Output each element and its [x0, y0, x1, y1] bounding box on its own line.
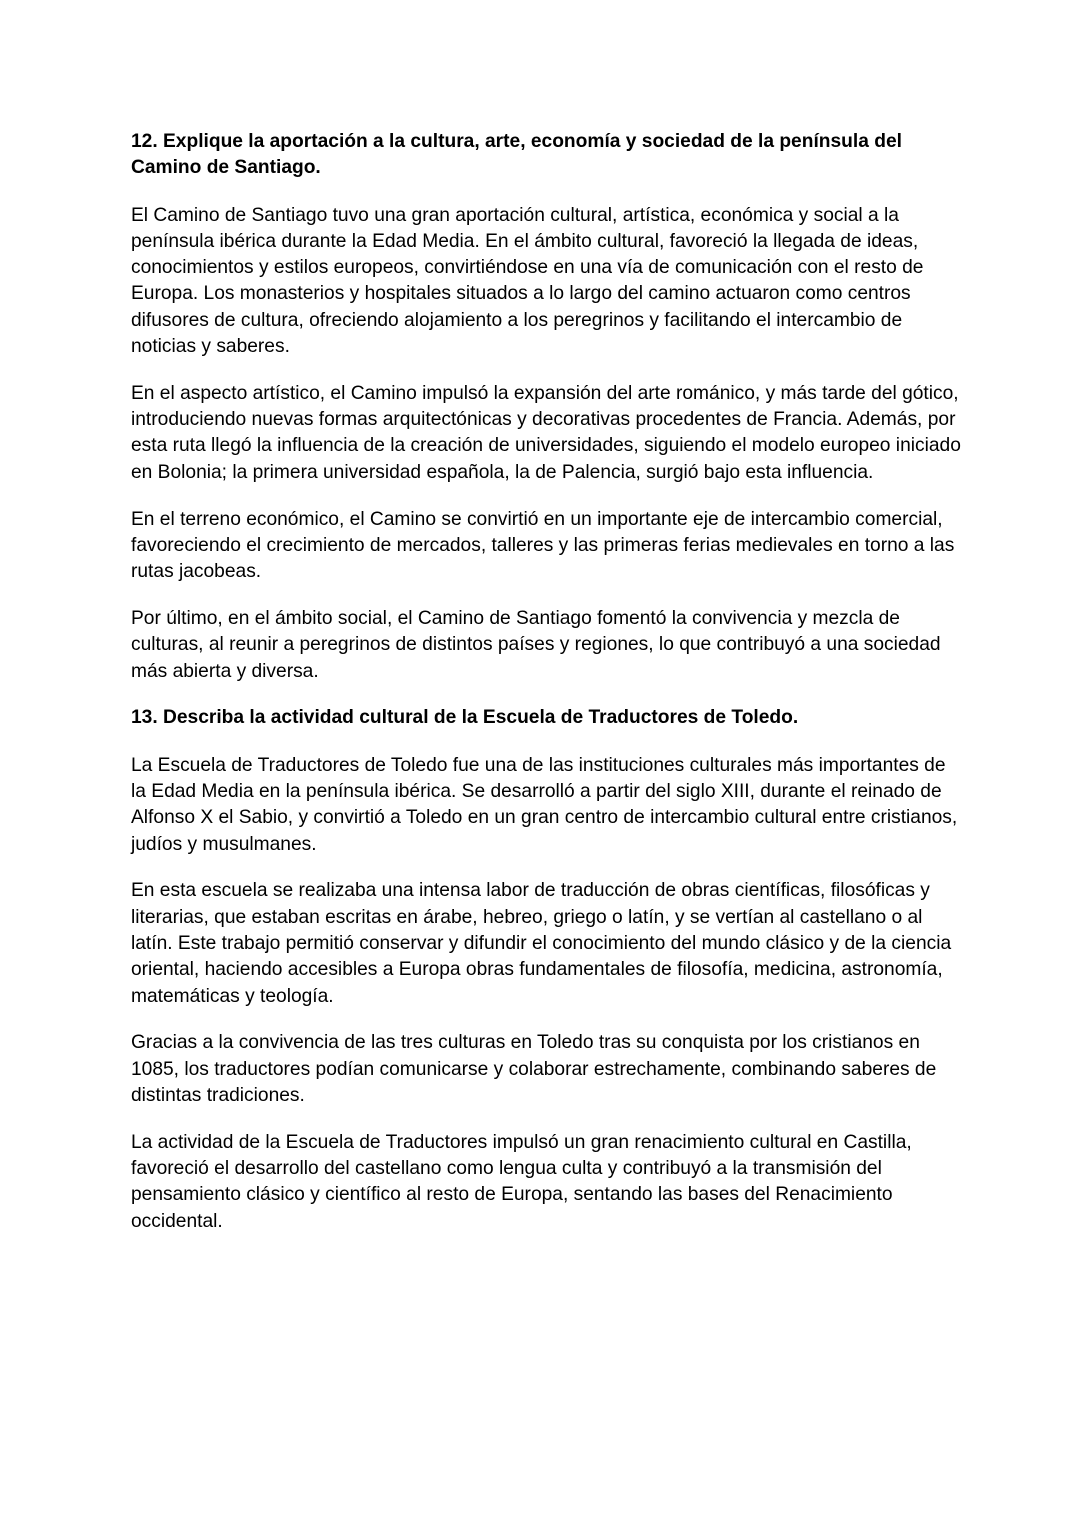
- question-12-section: [131, 129, 961, 685]
- paragraph-artistic: En el aspecto artístico, el Camino impulsó la expansión del arte románico, y más tarde del gótico, introduciendo nuevas formas arquitectónicas y decorativas procedentes de Francia. Además, por esta ruta llegó la influencia de la creación de universidades, siguiendo el modelo europeo iniciado en Bolonia; la primera universidad española, la de Palencia, surgió bajo esta influencia.: [131, 382, 961, 483]
- question-12-title: 12. Explique la aportación a la cultura, arte, economía y sociedad de la península del Camino de Santiago.: [131, 131, 902, 179]
- paragraph-social: Por último, en el ámbito social, el Camino de Santiago fomentó la convivencia y mezcla de culturas, al reunir a peregrinos de distintos países y regiones, lo que contribuyó a una sociedad más abierta y diversa.: [131, 607, 941, 682]
- paragraph-translation-work: En esta escuela se realizaba una intensa labor de traducción de obras científicas, filosóficas y literarias, que estaban escritas en árabe, hebreo, griego o latín, y se vertían al castellano o al latín. Este trabajo permitió conservar y difundir el conocimiento del mundo clásico y de la ciencia oriental, haciendo accesibles a Europa obras fundamentales de filosofía, medicina, astronomía, matemáticas y teología.: [131, 880, 952, 1007]
- paragraph-economic: En el terreno económico, el Camino se convirtió en un importante eje de intercambio comercial, favoreciendo el crecimiento de mercados, talleres y las primeras ferias medievales en torno a las rutas jacobeas.: [131, 508, 955, 583]
- question-13-title: 13. Describa la actividad cultural de la Escuela de Traductores de Toledo.: [131, 707, 799, 729]
- paragraph-toledo-intro: La Escuela de Traductores de Toledo fue una de las instituciones culturales más importantes de la Edad Media en la península ibérica. Se desarrolló a partir del siglo XIII, durante el reinado de Alfonso X el Sabio, y convirtió a Toledo en un gran centro de intercambio cultural entre cristianos, judíos y musulmanes.: [131, 754, 958, 855]
- question-13-section: [131, 705, 961, 1235]
- paragraph-legacy: La actividad de la Escuela de Traductores impulsó un gran renacimiento cultural en Castilla, favoreció el desarrollo del castellano como lengua culta y contribuyó a la transmisión del pensamiento clásico y científico al resto de Europa, sentando las bases del Renacimiento occidental.: [131, 1131, 912, 1232]
- paragraph-three-cultures: Gracias a la convivencia de las tres culturas en Toledo tras su conquista por los cristianos en 1085, los traductores podían comunicarse y colaborar estrechamente, combinando saberes de distintas tradiciones.: [131, 1032, 937, 1106]
- document-page: [131, 129, 961, 1255]
- paragraph-cultural: El Camino de Santiago tuvo una gran aportación cultural, artística, económica y social a la península ibérica durante la Edad Media. En el ámbito cultural, favoreció la llegada de ideas, conocimientos y estilos europeos, convirtiéndose en una vía de comunicación con el resto de Europa. Los monasterios y hospitales situados a lo largo del camino actuaron como centros difusores de cultura, ofreciendo alojamiento a los peregrinos y facilitando el intercambio de noticias y saberes.: [131, 204, 924, 358]
